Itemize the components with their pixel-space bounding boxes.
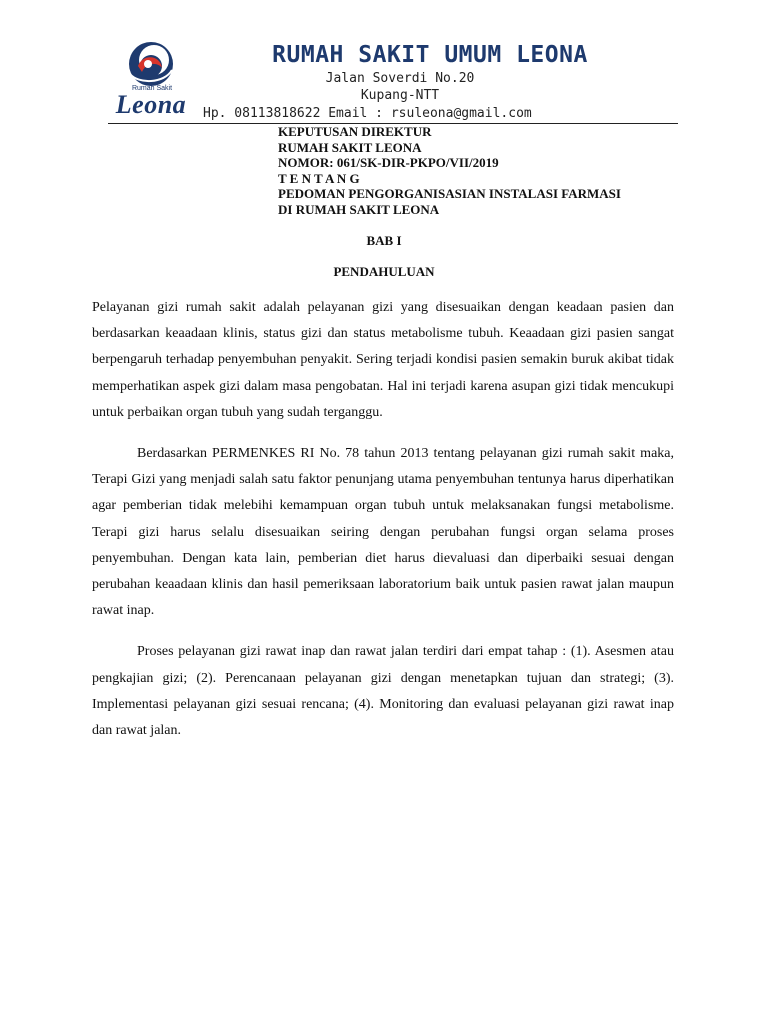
- hospital-name: RUMAH SAKIT UMUM LEONA: [272, 42, 588, 68]
- logo-wordmark: Leona: [115, 90, 187, 119]
- decree-heading: [278, 124, 621, 217]
- address-line-2: Kupang-NTT: [360, 88, 440, 103]
- logo-small-text: Rumah Sakit: [131, 85, 173, 92]
- decree-subject: DI RUMAH SAKIT LEONA: [278, 201, 440, 217]
- chapter-number: BAB I: [366, 233, 402, 248]
- decree-line: KEPUTUSAN DIREKTUR: [278, 124, 432, 139]
- chapter-title: PENDAHULUAN: [333, 264, 435, 279]
- paragraph: Pelayanan gizi rumah sakit adalah pelayanan gizi yang disesuaikan dengan keadaan pasien dan berdasarkan keaadaan klinis, status gizi dan status metabolisme tubuh. Keaadaan gizi pasien sangat berpengaruh terhadap penyembuhan penyakit. Sering terjadi kondisi pasien semakin buruk akibat tidak memperhatikan aspek gizi dalam masa pengobatan. Hal ini terjadi karena asupan gizi tidak mencukupi untuk perbaikan organ tubuh yang sudah terganggu.: [92, 300, 674, 420]
- paragraph: Proses pelayanan gizi rawat inap dan rawat jalan terdiri dari empat tahap : (1). Asesmen atau pengkajian gizi; (2). Perencanaan pelayanan gizi dengan menetapkan tujuan dan strategi; (3). Implementasi pelayanan gizi sesuai rencana; (4). Monitoring dan evaluasi pelayanan gizi rawat inap dan rawat jalan.: [92, 644, 674, 739]
- body-text: [92, 295, 674, 759]
- decree-line: T E N T A N G: [278, 170, 360, 186]
- contact-line: Hp. 08113818622 Email : rsuleona@gmail.com: [203, 106, 532, 121]
- address-line-1: Jalan Soverdi No.20: [325, 71, 475, 86]
- decree-subject: PEDOMAN PENGORGANISASIAN INSTALASI FARMASI: [278, 186, 621, 201]
- decree-line: RUMAH SAKIT LEONA: [278, 139, 422, 155]
- decree-number: NOMOR: 061/SK-DIR-PKPO/VII/2019: [278, 155, 499, 170]
- hospital-logo: [108, 40, 194, 124]
- paragraph: Berdasarkan PERMENKES RI No. 78 tahun 2013 tentang pelayanan gizi rumah sakit maka, Terapi Gizi yang menjadi salah satu faktor penunjang utama penyembuhan tentunya harus diperhatikan agar pemberian tidak melebihi kemampuan organ tubuh untuk melaksanakan fungsi metabolisme. Terapi gizi harus selalu disesuaikan seiring dengan perubahan fungsi organ selama proses penyembuhan. Dengan kata lain, pemberian diet harus dievaluasi dan diperbaiki sesuai dengan perubahan keaadaan klinis dan hasil pemeriksaan laboratorium baik untuk pasien rawat jalan maupun rawat inap.: [92, 446, 674, 619]
